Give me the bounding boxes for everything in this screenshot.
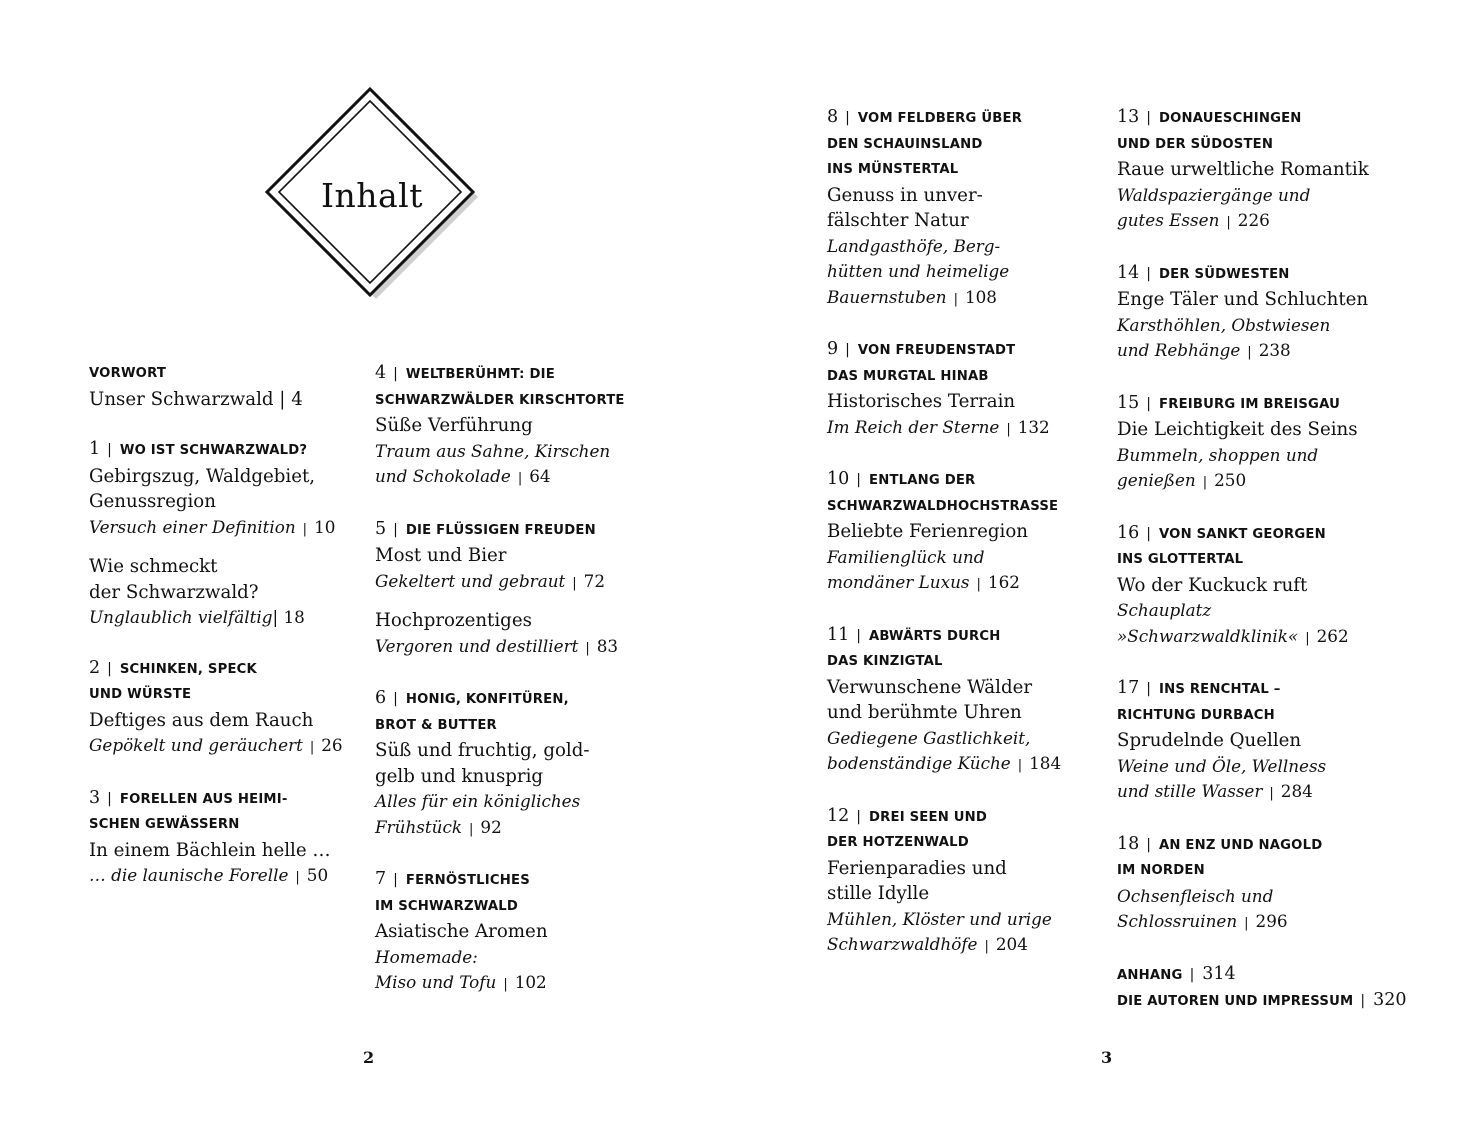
- chapter-subtitle: [1117, 754, 1406, 780]
- appendix-line: [1117, 988, 1406, 1015]
- chapter-subtitle-text: Weine und Öle, Wellness: [1117, 755, 1327, 776]
- toc-entry: [1117, 676, 1406, 807]
- entry-gap: [375, 842, 625, 867]
- chapter-subtitle: [1117, 779, 1406, 807]
- separator-icon: |: [393, 691, 398, 707]
- separator-icon: |: [845, 342, 850, 358]
- chapter-label: UND WÜRSTE: [89, 687, 192, 702]
- chapter-subtitle-text: Karsthöhlen, Obstwiesen: [1117, 314, 1331, 335]
- separator-icon: |: [845, 110, 850, 126]
- chapter-number: 4: [375, 363, 387, 383]
- separator-icon: |: [1017, 758, 1023, 773]
- chapter-subtitle: [375, 464, 625, 492]
- chapter-subtitle-text: Miso und Tofu: [375, 972, 497, 992]
- page-reference: 108: [964, 286, 997, 307]
- separator-icon: |: [976, 577, 981, 592]
- toc-entry: [1117, 832, 1406, 937]
- toc-column-3: [827, 105, 1061, 960]
- chapter-subtitle-text: Alles für ein königliches: [375, 791, 581, 811]
- chapter-label-line: [827, 467, 1061, 494]
- section-label: [89, 361, 343, 387]
- chapter-number: 8: [827, 107, 839, 127]
- entry-gap: [1117, 937, 1406, 962]
- entry-gap: [1117, 807, 1406, 832]
- entry-gap: [1117, 496, 1406, 521]
- chapter-subtitle: [1117, 884, 1406, 910]
- separator-icon: |: [1189, 966, 1195, 983]
- chapter-subtitle: [827, 259, 1061, 285]
- separator-icon: |: [1146, 681, 1151, 697]
- page-reference: 64: [529, 466, 551, 486]
- chapter-label: VOM FELDBERG ÜBER: [857, 111, 1023, 126]
- page-number-right: 3: [1101, 1048, 1113, 1067]
- toc-entry: [827, 337, 1061, 442]
- chapter-number: 5: [375, 518, 387, 539]
- chapter-number: 2: [89, 657, 101, 678]
- chapter-number: 3: [89, 787, 101, 808]
- page-reference: 162: [987, 572, 1020, 592]
- chapter-label: SCHINKEN, SPECK: [119, 661, 257, 677]
- chapter-title: stille Idylle: [827, 883, 930, 904]
- chapter-number: 11: [827, 624, 850, 645]
- chapter-label: DER HOTZENWALD: [827, 835, 969, 850]
- chapter-subtitle: [375, 634, 625, 662]
- chapter-subtitle-text: und Rebhänge: [1117, 340, 1241, 360]
- chapter-subtitle: [375, 970, 625, 998]
- chapter-title: Ferienparadies und: [827, 857, 1007, 879]
- chapter-label-line: [89, 682, 343, 708]
- chapter-label: FREIBURG IM BREISGAU: [1159, 396, 1340, 412]
- chapter-number: 14: [1117, 262, 1140, 283]
- toc-entry: [375, 686, 625, 842]
- chapter-subtitle: [89, 863, 343, 891]
- chapter-title: Enge Täler und Schluchten: [1117, 289, 1369, 310]
- chapter-subtitle-text: hütten und heimelige: [827, 261, 1010, 281]
- separator-icon: |: [1226, 215, 1231, 230]
- chapter-number: 16: [1117, 522, 1140, 543]
- page-reference: 284: [1280, 781, 1313, 801]
- separator-icon: |: [393, 366, 398, 382]
- separator-icon: |: [1244, 916, 1249, 931]
- chapter-title: Historisches Terrain: [827, 391, 1016, 412]
- chapter-label-line: [827, 494, 1061, 520]
- chapter-subtitle: [1117, 468, 1406, 496]
- chapter-label: IM NORDEN: [1117, 863, 1205, 878]
- chapter-subtitle-text: und stille Wasser: [1117, 781, 1263, 801]
- toc-column-4: [1117, 105, 1406, 1015]
- toc-entry: [827, 105, 1061, 312]
- chapter-label-line: [89, 786, 343, 813]
- chapter-subtitle: [375, 789, 625, 815]
- chapter-label: IM SCHWARZWALD: [375, 898, 519, 914]
- entry-gap: [1117, 651, 1406, 676]
- separator-icon: |: [585, 640, 590, 656]
- chapter-label: DAS KINZIGTAL: [827, 654, 943, 669]
- chapter-subtitle: [827, 234, 1061, 260]
- chapter-subtitle-text: Gepökelt und geräuchert: [89, 735, 303, 755]
- chapter-subtitle-text: … die launische Forelle: [89, 865, 289, 885]
- chapter-label-line: [89, 656, 343, 683]
- chapter-label-line: [827, 132, 1061, 158]
- appendix-label: ANHANG: [1117, 967, 1183, 983]
- chapter-subtitle: [827, 285, 1061, 313]
- separator-icon: |: [1146, 836, 1151, 853]
- entry-gap: [375, 492, 625, 517]
- chapter-subtitle: [1117, 443, 1406, 469]
- chapter-subtitle-text: bodenständige Küche: [827, 753, 1011, 773]
- page-reference: 102: [514, 972, 547, 992]
- chapter-label-line: [827, 337, 1061, 364]
- chapter-subtitle-text: »Schwarzwaldklinik«: [1117, 625, 1299, 646]
- chapter-subtitle: [375, 815, 625, 843]
- separator-icon: |: [572, 575, 577, 591]
- chapter-subtitle-text: Vergoren und destilliert: [375, 635, 579, 656]
- chapter-label-line: [827, 623, 1061, 650]
- chapter-label-line: [1117, 105, 1406, 132]
- chapter-subtitle-text: Homemade:: [375, 946, 478, 967]
- chapter-title: fälschter Natur: [827, 210, 969, 231]
- chapter-subtitle: [1117, 208, 1406, 236]
- chapter-subtitle-text: Gediegene Gastlichkeit,: [827, 727, 1031, 748]
- separator-icon: |: [953, 291, 958, 307]
- chapter-subtitle: [89, 733, 343, 761]
- chapter-subtitle-text: Bauernstuben: [827, 286, 947, 307]
- toc-entry: [827, 467, 1061, 598]
- chapter-number: 6: [375, 688, 387, 708]
- chapter-subtitle: [375, 569, 625, 597]
- entry-gap: [89, 631, 343, 656]
- chapter-subtitle: [1117, 909, 1406, 937]
- chapter-title: Beliebte Ferienregion: [827, 521, 1028, 542]
- chapter-label: VON SANKT GEORGEN: [1159, 526, 1326, 542]
- chapter-subtitle-text: mondäner Luxus: [827, 572, 970, 592]
- chapter-label-line: [1117, 132, 1406, 158]
- chapter-subtitle-text: Waldspaziergänge und: [1117, 184, 1311, 205]
- chapter-title: gelb und knusprig: [375, 765, 544, 787]
- chapter-subtitle-text: Bummeln, shoppen und: [1117, 444, 1319, 465]
- page-reference: 50: [306, 865, 329, 885]
- separator-icon: |: [393, 872, 398, 888]
- page-reference: 262: [1316, 625, 1349, 646]
- chapter-label: DREI SEEN UND: [869, 809, 988, 825]
- chapter-label: WELTBERÜHMT: DIE: [405, 367, 555, 382]
- chapter-subtitle-text: Schlossruinen: [1117, 911, 1238, 931]
- chapter-title: Verwunschene Wälder: [827, 676, 1033, 698]
- chapter-subtitle: [827, 570, 1061, 598]
- chapter-label-line: [1117, 547, 1406, 573]
- separator-icon: |: [1202, 475, 1208, 490]
- chapter-number: 17: [1117, 678, 1140, 698]
- chapter-label: WO IST SCHWARZWALD?: [119, 443, 308, 458]
- chapter-label-line: [1117, 676, 1406, 703]
- appendix-label: DIE AUTOREN UND IMPRESSUM: [1117, 994, 1354, 1009]
- toc-entry: [827, 804, 1061, 960]
- chapter-title: Raue urweltliche Romantik: [1117, 159, 1369, 180]
- page-reference: 83: [596, 635, 619, 656]
- separator-icon: |: [1269, 786, 1274, 801]
- toc-entry: [89, 437, 343, 542]
- entry-gap: [375, 661, 625, 686]
- chapter-subtitle: [827, 545, 1061, 571]
- chapter-title: Gebirgszug, Waldgebiet,: [89, 465, 316, 487]
- toc-entry: [375, 608, 625, 661]
- chapter-label-line: [375, 361, 625, 388]
- chapter-number: 18: [1117, 833, 1140, 854]
- separator-icon: |: [1360, 993, 1366, 1009]
- page-reference: 72: [583, 570, 606, 591]
- chapter-label-line: [827, 157, 1061, 183]
- chapter-label: UND DER SÜDOSTEN: [1117, 136, 1274, 152]
- separator-icon: |: [503, 977, 508, 992]
- separator-icon: |: [107, 660, 112, 677]
- chapter-subtitle: [827, 726, 1061, 752]
- chapter-subtitle-text: Mühlen, Klöster und urige: [827, 908, 1052, 929]
- separator-icon: |: [1247, 345, 1252, 360]
- chapter-subtitle: [1117, 313, 1406, 339]
- separator-icon: |: [984, 939, 989, 954]
- separator-icon: |: [856, 472, 861, 488]
- chapter-label-line: [375, 867, 625, 894]
- chapter-label: DIE FLÜSSIGEN FREUDEN: [405, 522, 596, 538]
- chapter-label: FORELLEN AUS HEIMI-: [119, 791, 288, 807]
- chapter-label-line: [375, 686, 625, 713]
- separator-icon: |: [1146, 110, 1151, 126]
- chapter-label: VON FREUDENSTADT: [857, 343, 1016, 358]
- chapter-subtitle: [827, 932, 1061, 960]
- separator-icon: |: [1146, 395, 1151, 412]
- chapter-label-line: [1117, 703, 1406, 729]
- chapter-label: AN ENZ UND NAGOLD: [1159, 837, 1323, 853]
- chapter-subtitle: [827, 751, 1061, 779]
- page-reference: 18: [283, 607, 305, 627]
- chapter-label-line: [89, 812, 343, 838]
- chapter-title: Unser Schwarzwald | 4: [89, 388, 303, 410]
- chapter-label-line: [827, 649, 1061, 675]
- chapter-subtitle-text: Traum aus Sahne, Kirschen: [375, 440, 611, 461]
- separator-icon: |: [309, 740, 315, 755]
- entry-gap: [89, 412, 343, 437]
- appendix-line: [1117, 962, 1406, 989]
- chapter-subtitle-text: Frühstück: [375, 816, 463, 837]
- page-title: Inhalt: [320, 175, 424, 215]
- appendix-page: 320: [1373, 990, 1407, 1010]
- chapter-label-line: [1117, 858, 1406, 884]
- chapter-label-line: [89, 437, 343, 464]
- chapter-title: Genuss in unver-: [827, 184, 983, 206]
- entry-gap: [89, 761, 343, 786]
- chapter-number: 7: [375, 869, 387, 889]
- chapter-label-line: [1117, 521, 1406, 548]
- entry-gap: [827, 312, 1061, 337]
- page-reference: 132: [1017, 416, 1050, 437]
- chapter-title: In einem Bächlein helle …: [89, 839, 331, 861]
- page-reference: 10: [314, 516, 336, 537]
- chapter-subtitle-text: Schauplatz: [1117, 600, 1212, 620]
- chapter-subtitle: [1117, 598, 1406, 624]
- entry-gap: [827, 779, 1061, 804]
- entry-gap: [375, 596, 625, 608]
- chapter-subtitle: [827, 415, 1061, 443]
- chapter-label-line: [1117, 391, 1406, 418]
- chapter-label-line: [375, 894, 625, 920]
- chapter-subtitle: [1117, 624, 1406, 652]
- chapter-label: SCHWARZWÄLDER KIRSCHTORTE: [375, 392, 625, 408]
- toc-entry: [375, 517, 625, 597]
- page-number-left: 2: [363, 1048, 375, 1067]
- toc-entry: [1117, 261, 1406, 366]
- chapter-number: 13: [1117, 107, 1140, 127]
- chapter-title: und berühmte Uhren: [827, 702, 1022, 723]
- chapter-label: SCHEN GEWÄSSERN: [89, 817, 240, 832]
- chapter-label-line: [1117, 261, 1406, 288]
- page-reference: 184: [1029, 753, 1062, 773]
- chapter-title: Süße Verführung: [375, 415, 533, 436]
- chapter-title: Sprudelnde Quellen: [1117, 730, 1302, 751]
- separator-icon: |: [469, 821, 474, 837]
- chapter-title: Süß und fruchtig, gold-: [375, 740, 590, 761]
- appendix-page: 314: [1202, 963, 1236, 984]
- chapter-subtitle: [89, 605, 343, 631]
- toc-entry: [375, 361, 625, 492]
- separator-icon: |: [107, 790, 112, 807]
- separator-icon: |: [302, 521, 308, 537]
- chapter-title: Genussregion: [89, 491, 216, 512]
- separator-icon: |: [1006, 421, 1011, 437]
- entry-gap: [827, 442, 1061, 467]
- chapter-label: INS GLOTTERTAL: [1117, 552, 1244, 567]
- toc-entry: [89, 554, 343, 631]
- chapter-title: Most und Bier: [375, 545, 507, 566]
- chapter-label: INS MÜNSTERTAL: [827, 162, 959, 177]
- page-reference: 26: [321, 735, 343, 755]
- chapter-label: DAS MURGTAL HINAB: [827, 368, 989, 384]
- page-reference: 226: [1237, 210, 1270, 230]
- chapter-number: 12: [827, 805, 850, 826]
- page-reference: 296: [1255, 911, 1288, 931]
- chapter-number: 10: [827, 469, 850, 489]
- toc-entry: [1117, 105, 1406, 236]
- chapter-subtitle-text: gutes Essen: [1117, 210, 1220, 230]
- page-reference: 92: [480, 816, 502, 837]
- chapter-subtitle: [1117, 338, 1406, 366]
- chapter-label-line: [375, 517, 625, 544]
- chapter-label-line: [1117, 832, 1406, 859]
- toc-entry: [89, 786, 343, 891]
- entry-gap: [89, 542, 343, 554]
- toc-entry: [827, 623, 1061, 779]
- chapter-title: Wo der Kuckuck ruft: [1117, 574, 1308, 596]
- chapter-subtitle: [1117, 183, 1406, 209]
- entry-gap: [1117, 236, 1406, 261]
- separator-icon: |: [856, 808, 861, 825]
- toc-entry: [1117, 391, 1406, 496]
- chapter-label: SCHWARZWALDHOCHSTRASSE: [827, 498, 1059, 514]
- separator-icon: |: [393, 521, 398, 538]
- chapter-label: INS RENCHTAL –: [1159, 682, 1281, 697]
- toc-column-1: [89, 361, 343, 891]
- separator-icon: |: [1146, 525, 1151, 542]
- page-reference: 204: [995, 934, 1028, 954]
- chapter-subtitle-text: Gekeltert und gebraut: [375, 570, 566, 591]
- chapter-subtitle-text: Ochsenfleisch und: [1117, 885, 1274, 906]
- toc-entry: [89, 656, 343, 761]
- separator-icon: |: [107, 442, 112, 458]
- chapter-label-line: [827, 364, 1061, 390]
- chapter-label: RICHTUNG DURBACH: [1117, 707, 1275, 723]
- separator-icon: |: [1305, 630, 1310, 646]
- chapter-label-line: [827, 804, 1061, 831]
- chapter-title: Die Leichtigkeit des Seins: [1117, 419, 1358, 440]
- separator-icon: |: [517, 471, 523, 486]
- chapter-label: BROT & BUTTER: [375, 717, 497, 733]
- separator-icon: |: [1146, 265, 1151, 282]
- separator-icon: |: [295, 870, 300, 885]
- chapter-subtitle-text: Unglaublich vielfältig|: [89, 607, 279, 627]
- entry-gap: [827, 598, 1061, 623]
- chapter-subtitle-text: Landgasthöfe, Berg-: [827, 235, 1001, 256]
- chapter-subtitle-text: Familienglück und: [827, 546, 985, 567]
- chapter-subtitle: [89, 515, 343, 543]
- chapter-label: DONAUESCHINGEN: [1159, 111, 1302, 126]
- chapter-title: Hochprozentiges: [375, 610, 532, 631]
- chapter-subtitle-text: Versuch einer Definition: [89, 516, 296, 537]
- chapter-number: 9: [827, 339, 839, 359]
- heading-diamond: [264, 87, 480, 303]
- chapter-label: DEN SCHAUINSLAND: [827, 136, 983, 152]
- chapter-label: ENTLANG DER: [869, 473, 976, 488]
- chapter-title: Asiatische Aromen: [375, 921, 548, 942]
- chapter-label-line: [375, 713, 625, 739]
- page-reference: 238: [1258, 340, 1291, 360]
- toc-entry: [1117, 521, 1406, 652]
- chapter-number: 15: [1117, 392, 1140, 413]
- chapter-title: der Schwarzwald?: [89, 581, 259, 603]
- chapter-subtitle-text: und Schokolade: [375, 466, 511, 486]
- separator-icon: |: [856, 627, 861, 644]
- toc-entry: [375, 867, 625, 998]
- chapter-title: Deftiges aus dem Rauch: [89, 709, 314, 731]
- page-reference: 250: [1214, 470, 1247, 490]
- chapter-label-line: [375, 388, 625, 414]
- chapter-number: 1: [89, 439, 101, 459]
- chapter-label-line: [827, 105, 1061, 132]
- chapter-label: ABWÄRTS DURCH: [869, 628, 1001, 644]
- entry-gap: [1117, 366, 1406, 391]
- chapter-label-line: [827, 830, 1061, 856]
- chapter-subtitle-text: Im Reich der Sterne: [827, 416, 1000, 437]
- toc-entry: [89, 361, 343, 412]
- chapter-label: DER SÜDWESTEN: [1159, 266, 1290, 282]
- chapter-subtitle-text: Schwarzwaldhöfe: [827, 934, 978, 954]
- section-label-text: VORWORT: [89, 366, 167, 381]
- toc-entry: [1117, 962, 1406, 1015]
- chapter-subtitle: [827, 907, 1061, 933]
- chapter-label: FERNÖSTLICHES: [405, 873, 530, 888]
- chapter-title: Wie schmeckt: [89, 556, 218, 577]
- chapter-subtitle-text: genießen: [1117, 470, 1196, 490]
- chapter-label: HONIG, KONFITÜREN,: [405, 692, 569, 707]
- toc-column-2: [375, 361, 625, 998]
- chapter-subtitle: [375, 945, 625, 971]
- chapter-subtitle: [375, 439, 625, 465]
